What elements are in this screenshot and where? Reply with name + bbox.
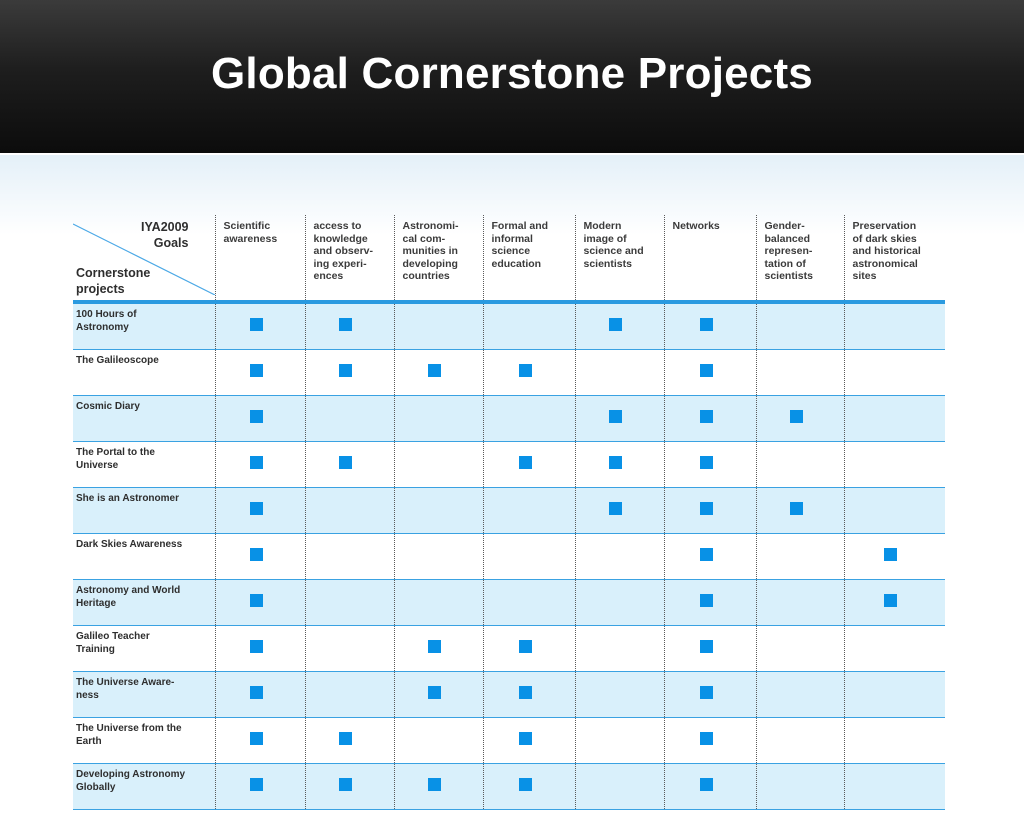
goal-cell [394, 626, 483, 672]
goal-cell [664, 302, 756, 350]
goal-cell [305, 672, 394, 718]
goal-check-mark [519, 456, 532, 469]
goal-cell [483, 764, 575, 810]
table-row [73, 626, 945, 672]
cornerstone-goals-table-container [73, 215, 945, 810]
goal-column-header: Modern image of science and scientists [575, 215, 664, 302]
goal-check-mark [250, 410, 263, 423]
goal-check-mark [609, 456, 622, 469]
goal-check-mark [250, 364, 263, 377]
goal-check-mark [609, 410, 622, 423]
goal-cell [575, 442, 664, 488]
goal-check-mark [250, 640, 263, 653]
table-row [73, 488, 945, 534]
goal-check-mark [428, 364, 441, 377]
goal-cell [483, 396, 575, 442]
goal-cell [215, 488, 305, 534]
goal-cell [575, 350, 664, 396]
table-body [73, 302, 945, 810]
goal-cell [664, 672, 756, 718]
goal-check-mark [609, 318, 622, 331]
goal-cell [394, 672, 483, 718]
goal-cell [844, 442, 945, 488]
goal-cell [215, 672, 305, 718]
goal-cell [575, 534, 664, 580]
goal-cell [483, 350, 575, 396]
goal-check-mark [250, 778, 263, 791]
goal-cell [394, 764, 483, 810]
goal-check-mark [700, 548, 713, 561]
goal-cell [305, 718, 394, 764]
goal-check-mark [250, 456, 263, 469]
projects-label: Cornerstone projects [76, 266, 151, 296]
goal-check-mark [339, 318, 352, 331]
goal-check-mark [700, 594, 713, 607]
goal-cell [664, 718, 756, 764]
goal-cell [756, 718, 844, 764]
project-name: The Portal to the Universe [76, 447, 155, 471]
goal-cell [305, 488, 394, 534]
goal-cell [664, 442, 756, 488]
goal-cell [305, 442, 394, 488]
goal-cell [215, 626, 305, 672]
goal-check-mark [339, 778, 352, 791]
goal-check-mark [519, 778, 532, 791]
goal-cell [664, 350, 756, 396]
goal-cell [575, 718, 664, 764]
table-row [73, 580, 945, 626]
goal-column-header: Networks [664, 215, 756, 302]
table-row [73, 396, 945, 442]
goal-cell [483, 626, 575, 672]
project-name: The Galileoscope [76, 355, 159, 366]
goal-cell [483, 488, 575, 534]
goal-cell [394, 302, 483, 350]
goal-cell [394, 580, 483, 626]
goal-cell [575, 626, 664, 672]
goal-cell [575, 580, 664, 626]
goal-cell [305, 534, 394, 580]
goal-check-mark [700, 732, 713, 745]
title-bar [0, 0, 1024, 153]
goal-cell [215, 442, 305, 488]
goal-check-mark [700, 686, 713, 699]
goal-cell [756, 672, 844, 718]
goal-cell [756, 764, 844, 810]
goal-cell [756, 580, 844, 626]
goal-cell [575, 396, 664, 442]
table-row [73, 302, 945, 350]
goal-cell [664, 396, 756, 442]
goal-check-mark [790, 502, 803, 515]
project-name: Astronomy and World Heritage [76, 585, 181, 609]
goal-cell [756, 350, 844, 396]
goal-check-mark [790, 410, 803, 423]
goal-cell [664, 580, 756, 626]
goal-check-mark [250, 318, 263, 331]
goal-check-mark [700, 456, 713, 469]
goal-check-mark [250, 548, 263, 561]
goal-column-header: access to knowledge and observ- ing experi- ences [305, 215, 394, 302]
table-row [73, 672, 945, 718]
goal-check-mark [428, 778, 441, 791]
goal-check-mark [250, 502, 263, 515]
goal-cell [215, 396, 305, 442]
goal-column-header: Astronomi- cal com- munities in developing countries [394, 215, 483, 302]
goal-cell [215, 534, 305, 580]
table-row [73, 350, 945, 396]
goal-cell [844, 350, 945, 396]
table-row [73, 534, 945, 580]
goal-cell [575, 488, 664, 534]
goal-cell [394, 442, 483, 488]
goal-cell [664, 626, 756, 672]
goals-label: IYA2009 Goals [141, 220, 189, 250]
goal-cell [215, 350, 305, 396]
goal-cell [844, 718, 945, 764]
goal-cell [756, 302, 844, 350]
goal-cell [215, 718, 305, 764]
goal-cell [305, 764, 394, 810]
goal-check-mark [609, 502, 622, 515]
goal-cell [483, 718, 575, 764]
goal-check-mark [339, 732, 352, 745]
goal-cell [575, 764, 664, 810]
goal-cell [305, 302, 394, 350]
goal-cell [394, 396, 483, 442]
goal-cell [756, 626, 844, 672]
goal-cell [664, 488, 756, 534]
goal-check-mark [519, 732, 532, 745]
goal-cell [305, 626, 394, 672]
goal-check-mark [700, 410, 713, 423]
goal-check-mark [339, 364, 352, 377]
goal-check-mark [700, 502, 713, 515]
goal-check-mark [428, 640, 441, 653]
goal-cell [844, 672, 945, 718]
header-row [73, 215, 945, 302]
table-row [73, 764, 945, 810]
goal-cell [844, 626, 945, 672]
goal-cell [844, 534, 945, 580]
goal-cell [215, 302, 305, 350]
goal-check-mark [884, 548, 897, 561]
goal-column-header: Scientific awareness [215, 215, 305, 302]
goal-check-mark [250, 732, 263, 745]
project-name: Galileo Teacher Training [76, 631, 150, 655]
goal-column-header: Formal and informal science education [483, 215, 575, 302]
goal-cell [575, 672, 664, 718]
goal-cell [844, 764, 945, 810]
goal-check-mark [250, 594, 263, 607]
cornerstone-goals-table [73, 215, 945, 810]
goal-check-mark [884, 594, 897, 607]
corner-header [73, 215, 215, 302]
goal-check-mark [519, 640, 532, 653]
goal-check-mark [339, 456, 352, 469]
goal-check-mark [700, 318, 713, 331]
goal-cell [575, 302, 664, 350]
goal-column-header: Gender- balanced represen- tation of scientists [756, 215, 844, 302]
goal-cell [756, 534, 844, 580]
project-name: The Universe Aware- ness [76, 677, 175, 701]
goal-cell [394, 718, 483, 764]
project-name: Cosmic Diary [76, 401, 140, 412]
goal-cell [844, 396, 945, 442]
goal-cell [756, 488, 844, 534]
goal-cell [483, 580, 575, 626]
project-name: 100 Hours of Astronomy [76, 309, 137, 333]
goal-cell [394, 488, 483, 534]
goal-cell [844, 302, 945, 350]
goal-cell [394, 534, 483, 580]
goal-cell [483, 534, 575, 580]
goal-cell [664, 764, 756, 810]
goal-cell [305, 350, 394, 396]
goal-cell [756, 442, 844, 488]
project-name: The Universe from the Earth [76, 723, 182, 747]
goal-cell [483, 302, 575, 350]
goal-check-mark [519, 364, 532, 377]
goal-cell [844, 488, 945, 534]
goal-cell [394, 350, 483, 396]
goal-check-mark [519, 686, 532, 699]
goal-cell [664, 534, 756, 580]
goal-cell [305, 396, 394, 442]
goal-cell [483, 442, 575, 488]
goal-column-header: Preservation of dark skies and historical astronomical sites [844, 215, 945, 302]
goal-check-mark [700, 778, 713, 791]
table-row [73, 718, 945, 764]
project-name: Developing Astronomy Globally [76, 769, 186, 793]
goal-cell [483, 672, 575, 718]
goal-check-mark [428, 686, 441, 699]
slide-title: Global Cornerstone Projects [211, 48, 813, 98]
goal-check-mark [700, 364, 713, 377]
project-name: She is an Astronomer [76, 493, 179, 504]
goal-cell [305, 580, 394, 626]
goal-cell [215, 764, 305, 810]
goal-cell [844, 580, 945, 626]
goal-check-mark [250, 686, 263, 699]
goal-cell [756, 396, 844, 442]
goal-cell [215, 580, 305, 626]
goal-check-mark [700, 640, 713, 653]
table-row [73, 442, 945, 488]
project-name: Dark Skies Awareness [76, 539, 183, 550]
